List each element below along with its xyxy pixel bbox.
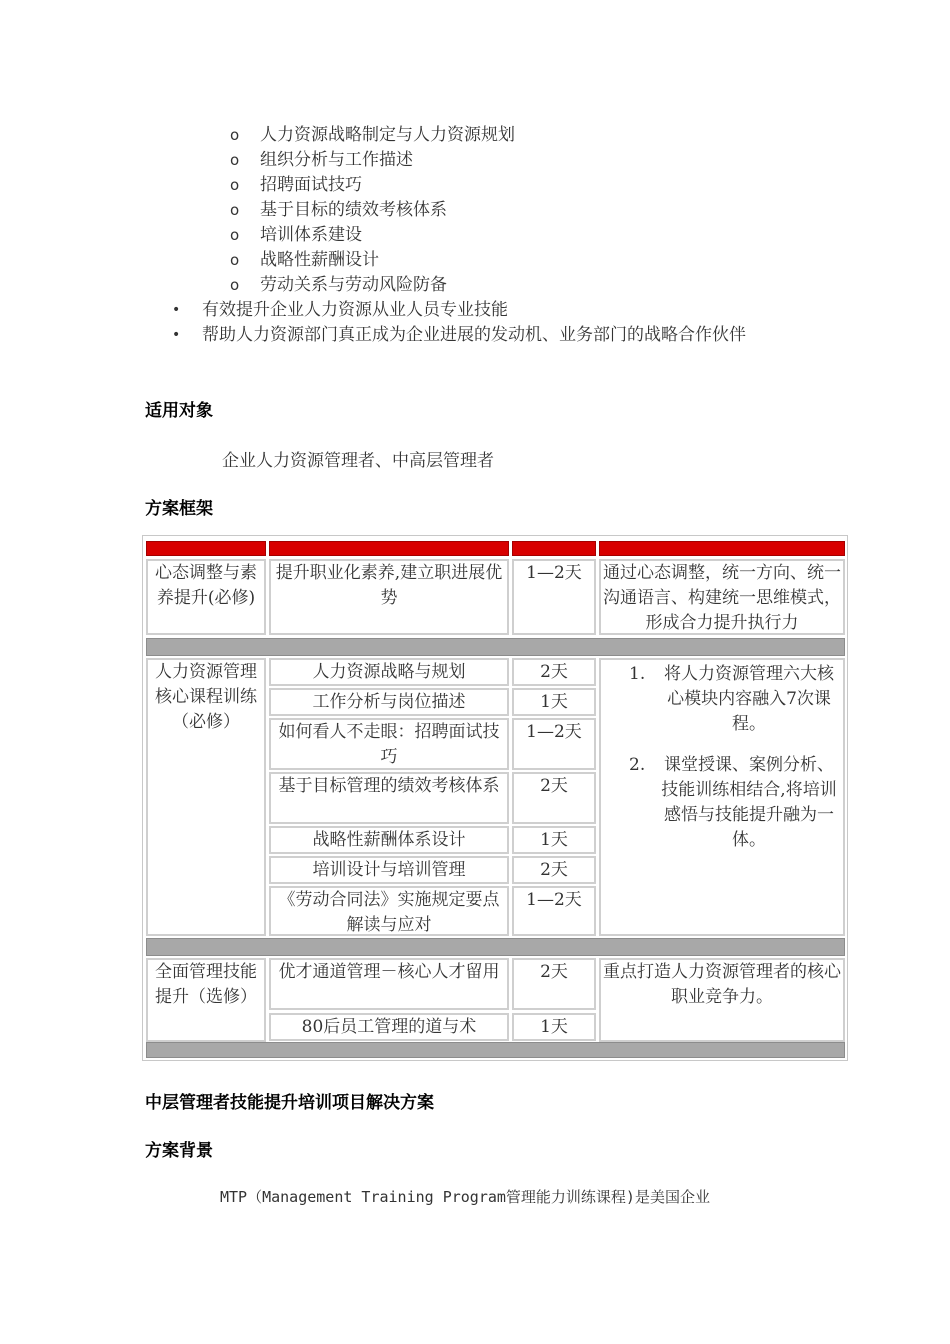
list-item: o 基于目标的绩效考核体系 xyxy=(230,198,515,223)
list-item: o 人力资源战略制定与人力资源规划 xyxy=(230,123,515,148)
course-cell: 《劳动合同法》实施规定要点解读与应对 xyxy=(269,886,509,936)
course-cell: 80后员工管理的道与术 xyxy=(269,1013,509,1041)
circle-bullet-icon: o xyxy=(230,176,240,194)
section-separator xyxy=(146,638,845,656)
list-item: o 招聘面试技巧 xyxy=(230,173,515,198)
heading-audience: 适用对象 xyxy=(145,401,213,421)
circle-bullet-icon: o xyxy=(230,226,240,244)
goal-list xyxy=(601,662,843,853)
module-cell: 心态调整与素养提升(必修) xyxy=(146,559,266,635)
circle-bullet-icon: o xyxy=(230,276,240,294)
course-cell: 如何看人不走眼：招聘面试技巧 xyxy=(269,718,509,770)
list-item: 1. 将人力资源管理六大核心模块内容融入7次课程。 xyxy=(629,664,834,734)
module-cell: 人力资源管理核心课程训练（必修） xyxy=(146,658,266,936)
section-separator xyxy=(146,1042,845,1058)
list-item: o 组织分析与工作描述 xyxy=(230,148,515,173)
course-cell: 人力资源战略与规划 xyxy=(269,658,509,686)
goal-cell: 通过心态调整，统一方向、统一沟通语言、构建统一思维模式，形成合力提升执行力 xyxy=(599,559,845,635)
days-cell: 2天 xyxy=(512,772,596,824)
header-cell xyxy=(269,541,509,556)
circle-bullet-icon: o xyxy=(230,251,240,269)
course-cell: 战略性薪酬体系设计 xyxy=(269,826,509,854)
bullet-list xyxy=(172,298,802,348)
goal-cell: 重点打造人力资源管理者的核心职业竞争力。 xyxy=(599,958,845,1042)
circle-bullet-icon: o xyxy=(230,201,240,219)
days-cell: 2天 xyxy=(512,958,596,1010)
circle-bullet-icon: o xyxy=(230,151,240,169)
section-separator xyxy=(146,938,845,956)
days-cell: 2天 xyxy=(512,658,596,686)
audience-text: 企业人力资源管理者、中高层管理者 xyxy=(222,451,494,471)
heading-background: 方案背景 xyxy=(145,1141,213,1161)
course-cell: 基于目标管理的绩效考核体系 xyxy=(269,772,509,824)
list-item: • 帮助人力资源部门真正成为企业进展的发动机、业务部门的战略合作伙伴 xyxy=(172,323,802,348)
sub-item-list xyxy=(230,123,515,298)
course-cell: 工作分析与岗位描述 xyxy=(269,688,509,716)
disc-bullet-icon: • xyxy=(172,327,181,343)
list-item: o 劳动关系与劳动风险防备 xyxy=(230,273,515,298)
goal-cell xyxy=(599,658,845,936)
header-cell xyxy=(512,541,596,556)
list-item: o 培训体系建设 xyxy=(230,223,515,248)
days-cell: 2天 xyxy=(512,856,596,884)
days-cell: 1—2天 xyxy=(512,559,596,635)
days-cell: 1天 xyxy=(512,826,596,854)
disc-bullet-icon: • xyxy=(172,302,181,318)
heading-framework: 方案框架 xyxy=(145,499,213,519)
course-cell: 优才通道管理－核心人才留用 xyxy=(269,958,509,1010)
list-item: • 有效提升企业人力资源从业人员专业技能 xyxy=(172,298,802,323)
header-cell xyxy=(146,541,266,556)
list-item: o 战略性薪酬设计 xyxy=(230,248,515,273)
course-cell: 提升职业化素养,建立职进展优势 xyxy=(269,559,509,635)
header-cell xyxy=(599,541,845,556)
days-cell: 1天 xyxy=(512,688,596,716)
days-cell: 1天 xyxy=(512,1013,596,1041)
days-cell: 1—2天 xyxy=(512,718,596,770)
course-cell: 培训设计与培训管理 xyxy=(269,856,509,884)
background-text: MTP（Management Training Program管理能力训练课程)是美国企业 xyxy=(220,1188,710,1206)
module-cell: 全面管理技能提升（选修） xyxy=(146,958,266,1042)
circle-bullet-icon: o xyxy=(230,126,240,144)
framework-table xyxy=(142,535,848,1061)
days-cell: 1—2天 xyxy=(512,886,596,936)
heading-next-solution: 中层管理者技能提升培训项目解决方案 xyxy=(145,1093,434,1113)
list-item: 2. 课堂授课、案例分析、技能训练相结合,将培训感悟与技能提升融为一体。 xyxy=(629,755,837,850)
